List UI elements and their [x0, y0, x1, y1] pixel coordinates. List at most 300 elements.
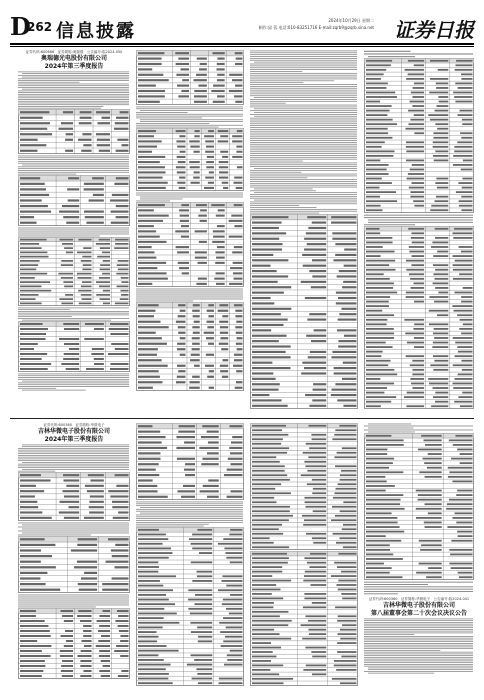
table-cell [410, 101, 425, 103]
table-cell [215, 251, 224, 253]
text-line [250, 51, 357, 52]
table-cell [227, 659, 242, 661]
table-cell [93, 194, 104, 196]
text-line [136, 515, 243, 516]
table-cell [219, 682, 243, 684]
table-cell [87, 490, 104, 492]
table-cell [20, 670, 43, 672]
table-cell [335, 254, 356, 256]
table-cell [188, 599, 212, 601]
table-cell [20, 474, 41, 476]
table-cell [435, 150, 448, 152]
table-cell [84, 211, 104, 213]
table-cell [451, 458, 472, 460]
table-cell [343, 362, 357, 364]
table-cell [410, 378, 424, 380]
table-cell [309, 566, 326, 568]
text-line [254, 108, 357, 109]
table-cell [452, 517, 472, 519]
table-cell [98, 630, 110, 632]
table-cell [366, 242, 393, 244]
table-cell [406, 260, 424, 262]
table-cell [252, 562, 288, 564]
table-cell [66, 133, 73, 135]
table-cell [412, 360, 424, 362]
table-cell [96, 281, 110, 283]
table-cell [428, 512, 442, 514]
text-line [18, 103, 129, 104]
text-line [18, 156, 129, 157]
table-cell [193, 315, 200, 317]
table-cell [252, 238, 279, 240]
table-cell [207, 156, 214, 158]
table-cell [252, 286, 291, 288]
table-cell [414, 346, 424, 348]
table-cell [412, 369, 424, 371]
table-cell [214, 278, 224, 280]
table-cell [366, 544, 390, 546]
table-cell [20, 177, 40, 179]
table-cell [252, 434, 288, 436]
table-cell [181, 225, 189, 227]
table-cell [405, 333, 424, 335]
table-cell [366, 558, 403, 560]
table-cell [252, 620, 292, 622]
table-cell [122, 144, 129, 146]
table-cell [455, 83, 472, 85]
table-cell [366, 209, 382, 211]
table-cell [20, 338, 46, 340]
table-cell [99, 650, 110, 652]
table-cell [138, 359, 162, 361]
table-cell [64, 353, 80, 355]
table-cell [180, 220, 189, 222]
table-cell [309, 425, 327, 427]
table-cell [178, 332, 185, 334]
table-cell [313, 510, 327, 512]
table-cell [312, 275, 326, 277]
table-cell [435, 228, 449, 230]
table-cell [138, 463, 159, 465]
table-cell [138, 589, 173, 591]
table-cell [138, 225, 154, 227]
table-cell [366, 301, 389, 303]
table-cell [85, 323, 104, 325]
table-cell [229, 613, 243, 615]
table-cell [213, 236, 225, 238]
table-cell [121, 277, 129, 279]
text-line [18, 92, 129, 93]
table-cell [433, 355, 448, 357]
table-cell [197, 529, 212, 531]
table-cell [429, 310, 449, 312]
text-line [364, 584, 428, 585]
text-line [250, 148, 357, 149]
table-cell [216, 68, 224, 70]
table-cell [236, 151, 242, 153]
table-cell [197, 575, 212, 577]
table-cell [366, 119, 393, 121]
table-cell [208, 315, 214, 317]
table-cell [414, 83, 424, 85]
table-cell [342, 624, 357, 626]
table-cell [20, 294, 38, 296]
table-cell [138, 485, 157, 487]
table-cell [20, 625, 48, 627]
table-cell [366, 232, 380, 234]
table-cell [184, 469, 195, 471]
table-cell [252, 546, 289, 548]
table-cell [120, 655, 128, 657]
text-line [18, 232, 129, 233]
table-cell [96, 243, 110, 245]
table-cell [20, 256, 48, 258]
table-cell [419, 563, 442, 565]
table-cell [192, 348, 200, 350]
table-cell [112, 555, 129, 557]
table-cell [138, 608, 164, 610]
table-cell [308, 356, 326, 358]
table-cell [334, 665, 357, 667]
table-cell [94, 358, 104, 360]
table-cell [252, 669, 270, 671]
text-line [364, 629, 473, 630]
table-cell [207, 431, 219, 433]
text-line [18, 101, 129, 102]
table-cell [411, 383, 424, 385]
table-cell [68, 177, 79, 179]
table-cell [431, 246, 448, 248]
table-cell [82, 298, 92, 300]
text-line [364, 622, 473, 623]
notice-bottom-left [18, 423, 130, 691]
text-line [136, 201, 170, 202]
table-cell [138, 617, 164, 619]
table-cell [429, 92, 448, 94]
table-cell [138, 452, 160, 454]
table-cell [456, 191, 473, 193]
table-cell [99, 670, 110, 672]
table-cell [449, 499, 472, 501]
table-cell [176, 321, 186, 323]
table-cell [20, 544, 55, 546]
table-cell [455, 64, 472, 66]
table-cell [341, 571, 356, 573]
table-cell [463, 287, 473, 289]
table-cell [79, 589, 97, 591]
table-cell [413, 200, 424, 202]
text-line [250, 166, 357, 167]
financial-table [136, 50, 244, 106]
table-cell [193, 304, 200, 306]
table-cell [313, 488, 326, 490]
table-cell [366, 503, 400, 505]
table-cell [420, 549, 442, 551]
table-cell [433, 141, 449, 143]
table-cell [69, 348, 79, 350]
table-cell [94, 328, 104, 330]
table-cell [198, 262, 207, 264]
table-cell [213, 85, 225, 87]
table-cell [305, 571, 326, 573]
text-line [18, 84, 129, 85]
table-cell [138, 557, 169, 559]
table-cell [431, 205, 448, 207]
table-cell [252, 542, 274, 544]
table-cell [409, 246, 424, 248]
table-cell [138, 543, 163, 545]
table-cell [204, 187, 214, 189]
table-cell [252, 394, 269, 396]
table-cell [219, 177, 228, 179]
table-cell [222, 156, 228, 158]
table-cell [252, 265, 271, 267]
text-line [18, 309, 70, 310]
table-cell [191, 354, 200, 356]
table-cell [195, 251, 207, 253]
table-cell [337, 399, 356, 401]
table-cell [453, 237, 472, 239]
text-line [136, 520, 243, 521]
table-cell [229, 236, 243, 238]
table-cell [138, 58, 162, 60]
table-cell [20, 290, 51, 292]
table-cell [461, 196, 472, 198]
table-cell [448, 467, 473, 469]
table-cell [61, 363, 79, 365]
table-cell [201, 463, 218, 465]
text-line [18, 377, 129, 378]
table-cell [138, 561, 158, 563]
table-cell [305, 506, 326, 508]
table-cell [435, 237, 448, 239]
table-cell [438, 96, 448, 98]
table-cell [451, 540, 472, 542]
table-cell [20, 281, 50, 283]
text-line [250, 65, 357, 66]
table-cell [312, 222, 327, 224]
table-cell [20, 194, 49, 196]
table-cell [312, 438, 327, 440]
text-line [18, 106, 103, 107]
table-cell [366, 485, 395, 487]
text-line [364, 666, 473, 667]
table-cell [138, 585, 163, 587]
text-line [368, 219, 473, 220]
table-cell [461, 251, 473, 253]
table-cell [414, 132, 424, 134]
table-cell [77, 544, 97, 546]
table-cell [102, 252, 110, 254]
table-cell [436, 87, 448, 89]
table-cell [307, 319, 326, 321]
table-cell [138, 326, 169, 328]
text-line [250, 176, 357, 177]
table-cell [333, 533, 357, 535]
table-cell [331, 575, 357, 577]
text-line [136, 505, 243, 506]
table-cell [194, 365, 200, 367]
table-cell [337, 329, 356, 331]
table-cell [192, 326, 199, 328]
table-cell [252, 665, 283, 667]
text-line [364, 224, 415, 225]
table-cell [59, 338, 79, 340]
table-cell [230, 594, 242, 596]
table-cell [226, 608, 242, 610]
table-cell [116, 150, 129, 152]
table-cell [84, 645, 92, 647]
text-line [368, 673, 434, 674]
table-cell [252, 474, 287, 476]
table-cell [458, 535, 473, 537]
text-line [18, 465, 129, 466]
text-line [18, 104, 129, 105]
table-cell [438, 292, 448, 294]
table-cell [99, 150, 110, 152]
table-cell [237, 130, 243, 132]
table-cell [207, 496, 219, 498]
table-cell [194, 135, 199, 137]
table-cell [218, 140, 229, 142]
text-line [136, 301, 193, 302]
table-cell [252, 580, 291, 582]
table-cell [312, 399, 326, 401]
table-cell [62, 675, 73, 677]
text-line [364, 662, 473, 663]
table-cell [196, 74, 207, 76]
table-cell [252, 216, 288, 218]
text-line [368, 56, 415, 57]
table-cell [84, 517, 104, 519]
table-cell [61, 260, 73, 262]
text-line [364, 645, 473, 646]
table-cell [252, 399, 282, 401]
text-line [18, 166, 129, 167]
table-cell [331, 356, 356, 358]
table-cell [366, 508, 405, 510]
table-cell [366, 522, 398, 524]
table-cell [138, 220, 163, 222]
table-cell [199, 447, 218, 449]
table-cell [344, 265, 357, 267]
table-cell [138, 267, 157, 269]
text-line [22, 533, 129, 534]
table-cell [180, 151, 186, 153]
table-cell [411, 237, 424, 239]
table-cell [252, 510, 290, 512]
table-cell [414, 205, 424, 207]
text-line [18, 82, 80, 83]
table-cell [92, 177, 104, 179]
table-cell [307, 470, 326, 472]
balance-sheet-table [364, 58, 474, 214]
table-cell [82, 133, 91, 135]
table-cell [180, 310, 186, 312]
text-line [250, 73, 357, 74]
table-cell [96, 133, 110, 135]
table-cell [252, 405, 288, 407]
table-cell [436, 105, 448, 107]
table-cell [366, 319, 387, 321]
table-cell [223, 538, 242, 540]
table-cell [177, 182, 185, 184]
table-cell [460, 405, 473, 407]
table-cell [217, 74, 224, 76]
text-line [250, 71, 302, 72]
table-cell [366, 462, 393, 464]
table-cell [63, 490, 80, 492]
report-title: 2024年第三季度报告 [44, 63, 104, 70]
table-cell [306, 232, 326, 234]
table-cell [252, 389, 279, 391]
table-cell [223, 359, 229, 361]
table-cell [220, 332, 228, 334]
table-cell [406, 150, 424, 152]
table-cell [65, 630, 73, 632]
table-cell [81, 577, 97, 579]
table-cell [338, 340, 356, 342]
table-cell [198, 278, 207, 280]
table-cell [431, 405, 448, 407]
table-cell [89, 199, 104, 201]
column-top-2 [136, 50, 244, 416]
table-cell [100, 269, 110, 271]
table-cell [252, 593, 272, 595]
notice-code: 证券代码:600360 证券简称:华微电子 公告编号:临2024-041 [368, 597, 470, 601]
table-cell [252, 483, 281, 485]
table-cell [60, 655, 73, 657]
table-cell [211, 204, 224, 206]
table-cell [103, 665, 110, 667]
table-cell [200, 63, 207, 65]
table-cell [220, 365, 228, 367]
table-cell [111, 211, 129, 213]
table-cell [177, 85, 189, 87]
table-cell [97, 620, 110, 622]
table-cell [219, 161, 229, 163]
table-cell [434, 337, 448, 339]
table-cell [138, 645, 166, 647]
text-line [18, 97, 129, 98]
table-cell [234, 354, 242, 356]
text-line [364, 53, 473, 54]
column-top-4 [364, 50, 474, 416]
table-cell [302, 515, 326, 517]
text-line [364, 636, 473, 637]
table-cell [138, 315, 154, 317]
table-cell [96, 294, 110, 296]
table-cell [252, 589, 280, 591]
table-cell [252, 629, 274, 631]
table-cell [252, 647, 281, 649]
table-cell [366, 333, 394, 335]
text-line [250, 138, 357, 139]
text-line [136, 516, 243, 517]
text-line [254, 62, 357, 63]
table-cell [412, 255, 425, 257]
table-cell [62, 615, 73, 617]
table-cell [198, 640, 212, 642]
table-cell [207, 310, 214, 312]
table-cell [448, 476, 473, 478]
table-cell [336, 542, 356, 544]
table-cell [63, 111, 73, 113]
section-divider [10, 418, 474, 419]
table-cell [252, 452, 287, 454]
table-cell [118, 615, 128, 617]
table-cell [236, 321, 242, 323]
